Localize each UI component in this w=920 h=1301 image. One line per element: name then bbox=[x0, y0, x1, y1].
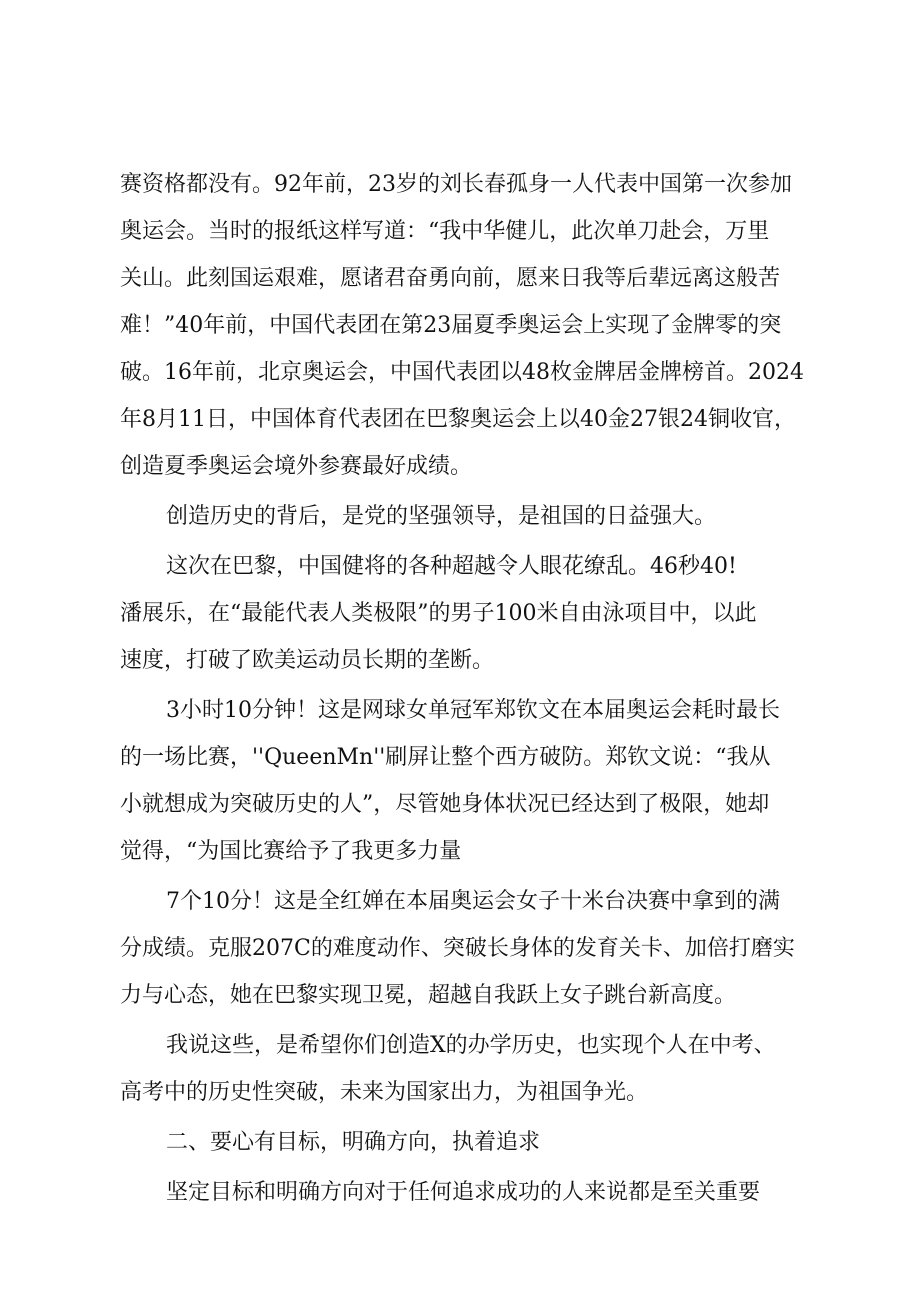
paragraph-first-line: 这次在巴黎，中国健将的各种超越令人眼花缭乱。46秒40! bbox=[166, 554, 737, 579]
text-line: 小就想成为突破历史的人”，尽管她身体状况已经达到了极限，她却 bbox=[120, 792, 770, 817]
text-line: 年8月11日，中国体育代表团在巴黎奥运会上以40金27银24铜收官， bbox=[120, 407, 796, 432]
text-line: 关山。此刻国运艰难，愿诸君奋勇向前，愿来日我等后辈远离这般苦 bbox=[120, 266, 781, 291]
text-line: 难！”40年前，中国代表团在第23届夏季奥运会上实现了金牌零的突 bbox=[120, 313, 782, 338]
text-line: 的一场比赛，''QueenMn''刷屏让整个西方破防。郑钦文说：“我从 bbox=[120, 745, 771, 770]
paragraph-first-line: 创造历史的背后，是党的坚强领导，是祖国的日益强大。 bbox=[166, 504, 717, 529]
section-heading: 二、要心有目标，明确方向，执着追求 bbox=[166, 1130, 541, 1155]
text-line: 奥运会。当时的报纸这样写道：“我中华健儿，此次单刀赴会，万里 bbox=[120, 219, 770, 244]
text-line: 力与心态，她在巴黎实现卫冕，超越自我跃上女子跳台新高度。 bbox=[120, 983, 737, 1008]
paragraph-first-line: 7个10分！这是全红婵在本届奥运会女子十米台决赛中拿到的满 bbox=[166, 889, 780, 914]
paragraph-first-line: 3小时10分钟！这是网球女单冠军郑钦文在本届奥运会耗时最长 bbox=[166, 698, 780, 723]
paragraph-first-line: 坚定目标和明确方向对于任何追求成功的人来说都是至关重要 bbox=[166, 1180, 761, 1205]
text-line: 分成绩。克服207C的难度动作、突破长身体的发育关卡、加倍打磨实 bbox=[120, 936, 795, 961]
text-line: 赛资格都没有。92年前，23岁的刘长春孤身一人代表中国第一次参加 bbox=[120, 172, 792, 197]
text-line: 高考中的历史性突破，未来为国家出力，为祖国争光。 bbox=[120, 1080, 649, 1105]
paragraph-first-line: 我说这些，是希望你们创造X的办学历史，也实现个人在中考、 bbox=[166, 1033, 776, 1058]
text-line: 潘展乐，在“最能代表人类极限”的男子100米自由泳项目中，以此 bbox=[120, 601, 757, 626]
text-line: 觉得，“为国比赛给予了我更多力量 bbox=[120, 839, 462, 864]
text-line: 破。16年前，北京奥运会，中国代表团以48枚金牌居金牌榜首。2024 bbox=[120, 360, 804, 385]
text-line: 速度，打破了欧美运动员长期的垄断。 bbox=[120, 648, 495, 673]
text-line: 创造夏季奥运会境外参赛最好成绩。 bbox=[120, 454, 473, 479]
